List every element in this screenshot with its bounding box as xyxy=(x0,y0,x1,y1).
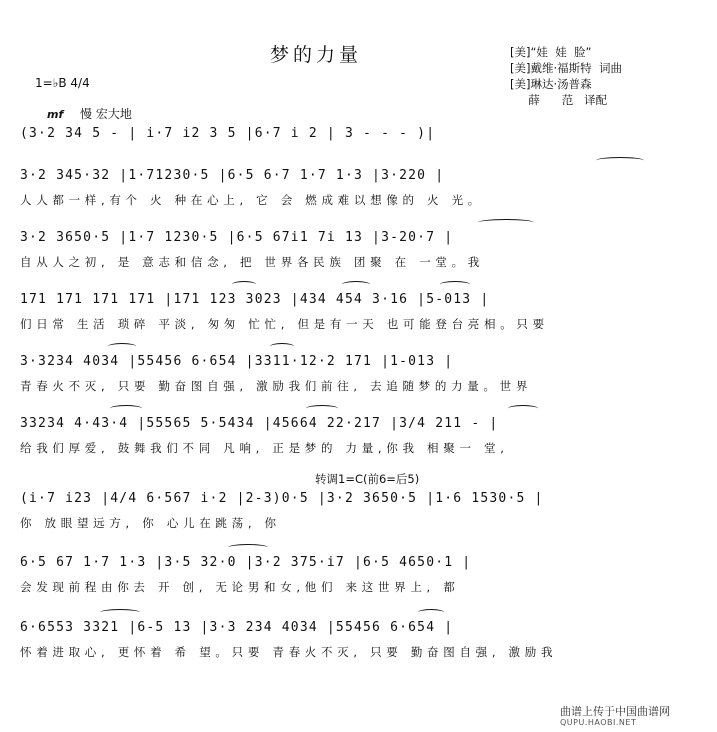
credit-line: [美]“娃 娃 脸” xyxy=(510,45,592,59)
notes-line: 3·2 3650·5 |1·7 1230·5 |6·5 67i1 7i 13 |3-20·7 | xyxy=(20,230,454,245)
lyrics-line: 青春火不灭, 只要 勤奋图自强, 激励我们前往, 去追随梦的力量。世界 xyxy=(20,379,533,393)
notes-line: 3·2 345·32 |1·71230·5 |6·5 6·7 1·7 1·3 |3·220 | xyxy=(20,168,445,183)
slur-mark xyxy=(418,609,444,616)
watermark-text: 曲谱上传于中国曲谱网 xyxy=(560,705,670,718)
slur-mark xyxy=(110,405,142,412)
modulation-note: 转调1=C(前6=后5) xyxy=(315,472,420,486)
notes-line: (3·2 34 5 - | i·7 i2 3 5 |6·7 i 2 | 3 - - - )| xyxy=(20,126,436,141)
lyrics-line: 会发现前程由你去 开 创, 无论男和女,他们 来这世界上, 都 xyxy=(20,580,460,594)
slur-mark xyxy=(440,281,470,288)
lyrics-line: 给我们厚爱, 鼓舞我们不同 凡响, 正是梦的 力量,你我 相聚一 堂, xyxy=(20,441,509,455)
lyrics-line: 人人都一样,有个 火 种在心上, 它 会 燃成难以想像的 火 光。 xyxy=(20,193,484,207)
lyrics-line: 自从人之初, 是 意志和信念, 把 世界各民族 团聚 在 一堂。我 xyxy=(20,255,484,269)
notes-line: 33234 4·43·4 |55565 5·5434 |45664 22·217 |3/4 211 - | xyxy=(20,416,499,431)
slur-mark xyxy=(100,609,140,616)
key-signature: 1=♭B 4/4 xyxy=(35,76,90,90)
notes-line: 6·6553 3321 |6-5 13 |3·3 234 4034 |55456 6·654 | xyxy=(20,620,454,635)
slur-mark xyxy=(342,281,370,288)
slur-mark xyxy=(108,343,136,350)
notes-line: 3·3234 4034 |55456 6·654 |3311·12·2 171 |1-013 | xyxy=(20,354,454,369)
lyrics-line: 们日常 生活 琐碎 平淡, 匆匆 忙忙, 但是有一天 也可能登台亮相。只要 xyxy=(20,317,549,331)
notes-line: (i·7 i23 |4/4 6·567 i·2 |2-3)0·5 |3·2 3650·5 |1·6 1530·5 | xyxy=(20,491,544,506)
notes-line: 6·5 67 1·7 1·3 |3·5 32·0 |3·2 375·i7 |6·5 4650·1 | xyxy=(20,555,472,570)
slur-mark xyxy=(508,405,538,412)
slur-mark xyxy=(596,157,644,164)
lyrics-line: 你 放眼望远方, 你 心儿在跳荡, 你 xyxy=(20,516,281,530)
song-title: 梦的力量 xyxy=(270,44,363,66)
notes-line: 171 171 171 171 |171 123 3023 |434 454 3·16 |5-013 | xyxy=(20,292,490,307)
credit-line: [美]琳达·汤普森 xyxy=(510,77,592,91)
slur-mark xyxy=(478,219,534,226)
dynamics-mark: mf xyxy=(47,108,64,121)
slur-mark xyxy=(306,405,338,412)
lyrics-line: 怀着进取心, 更怀着 希 望。只要 青春火不灭, 只要 勤奋图自强, 激励我 xyxy=(20,645,558,659)
slur-mark xyxy=(270,343,294,350)
credits-block xyxy=(510,44,622,108)
tempo-mark: 慢 宏大地 xyxy=(80,107,132,121)
credit-line: [美]戴维·福斯特 词曲 xyxy=(510,61,622,75)
slur-mark xyxy=(232,281,256,288)
credit-line: 薛 范 译配 xyxy=(510,93,608,107)
watermark-url: QUPU.HAOBI.NET xyxy=(560,718,637,727)
slur-mark xyxy=(228,544,268,551)
